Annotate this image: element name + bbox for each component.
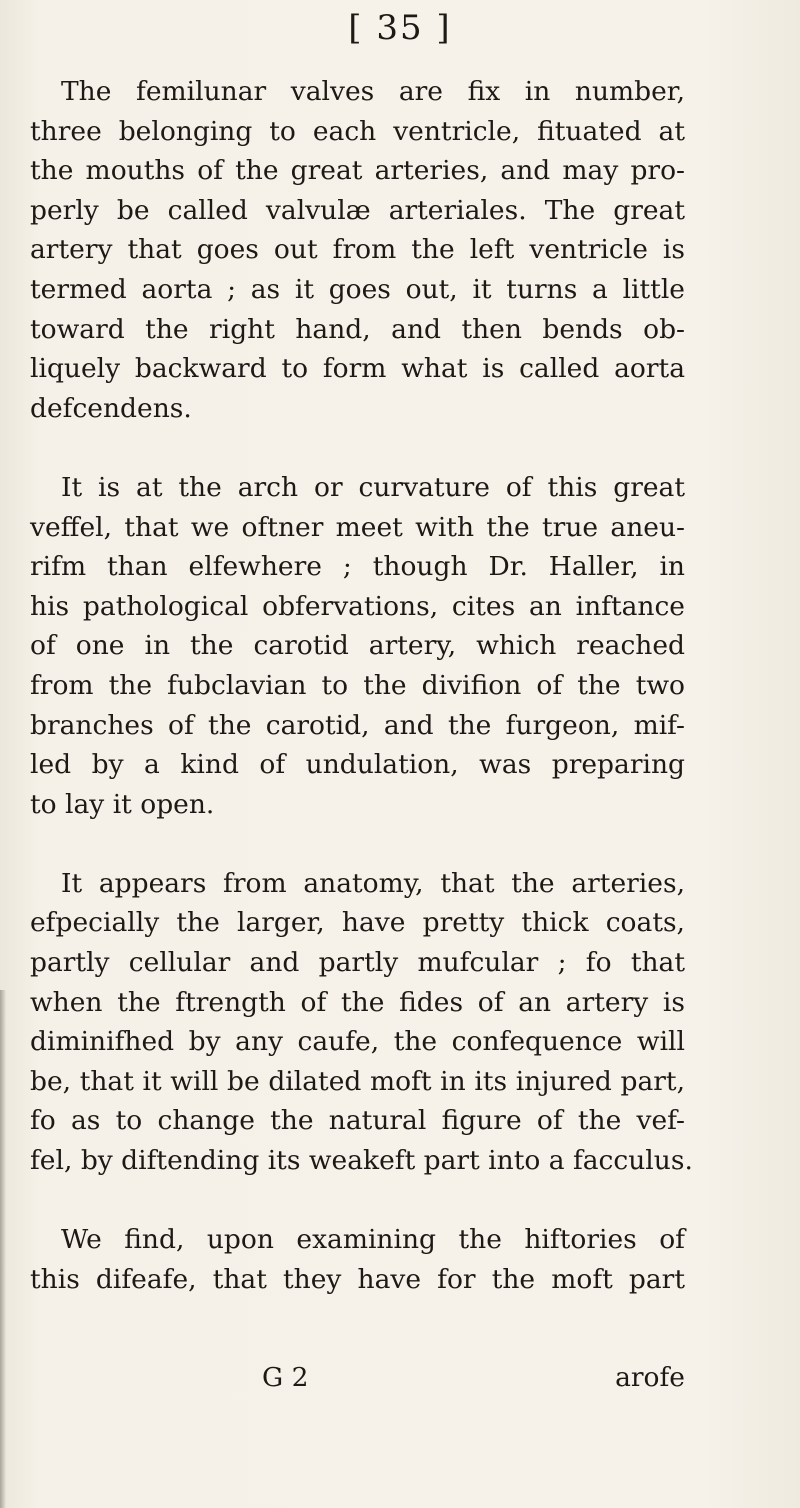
text-line: efpecially the larger, have pretty thick coats, (30, 907, 685, 939)
text-line: artery that goes out from the left ventricle is (30, 234, 685, 266)
text-line: veffel, that we oftner meet with the true aneu- (30, 511, 685, 543)
paragraph (30, 72, 685, 428)
text-line: It appears from anatomy, that the arteries, (61, 867, 685, 899)
text-line: to lay it open. (30, 788, 215, 820)
text-line: diminifhed by any caufe, the confequence will (30, 1026, 685, 1058)
text-line: liquely backward to form what is called aorta (30, 353, 685, 385)
text-line: be, that it will be dilated moft in its injured part, (30, 1065, 685, 1097)
text-line: branches of the carotid, and the furgeon, mif- (30, 709, 685, 741)
text-line: of one in the carotid artery, which reached (30, 630, 685, 662)
text-line: termed aorta ; as it goes out, it turns a little (30, 273, 685, 305)
signature-mark: G 2 (262, 1362, 309, 1393)
text-line: the mouths of the great arteries, and may pro- (30, 155, 685, 187)
body-text (30, 72, 693, 1299)
text-line: partly cellular and partly mufcular ; fo that (30, 947, 685, 979)
text-line: fo as to change the natural figure of the vef- (30, 1105, 685, 1137)
text-line: perly be called valvulæ arteriales. The great (30, 194, 685, 226)
text-line: We find, upon examining the hiftories of (61, 1224, 685, 1256)
text-line: defcendens. (30, 392, 192, 424)
page-number: [ 35 ] (348, 8, 452, 48)
paragraph (30, 1220, 685, 1299)
text-line: It is at the arch or curvature of this great (61, 471, 685, 503)
text-line: from the fubclavian to the divifion of the two (30, 669, 685, 701)
text-line: The femilunar valves are fix in number, (61, 76, 685, 107)
paragraph (30, 468, 685, 824)
text-line: three belonging to each ventricle, fituated at (30, 115, 685, 147)
page-edge-shadow (0, 990, 6, 1508)
paragraph (30, 864, 693, 1181)
text-line: this difeafe, that they have for the moft part (30, 1263, 685, 1295)
text-line: when the ftrength of the fides of an artery is (30, 986, 685, 1018)
text-line: rifm than elfewhere ; though Dr. Haller, in (30, 551, 685, 583)
text-line: led by a kind of undulation, was preparing (30, 749, 685, 781)
text-line: fel, by diftending its weakeft part into a facculus. (30, 1145, 693, 1177)
catchword: arofe (615, 1362, 685, 1393)
text-line: toward the right hand, and then bends ob- (30, 313, 685, 345)
text-line: his pathological obfervations, cites an inftance (30, 590, 685, 622)
